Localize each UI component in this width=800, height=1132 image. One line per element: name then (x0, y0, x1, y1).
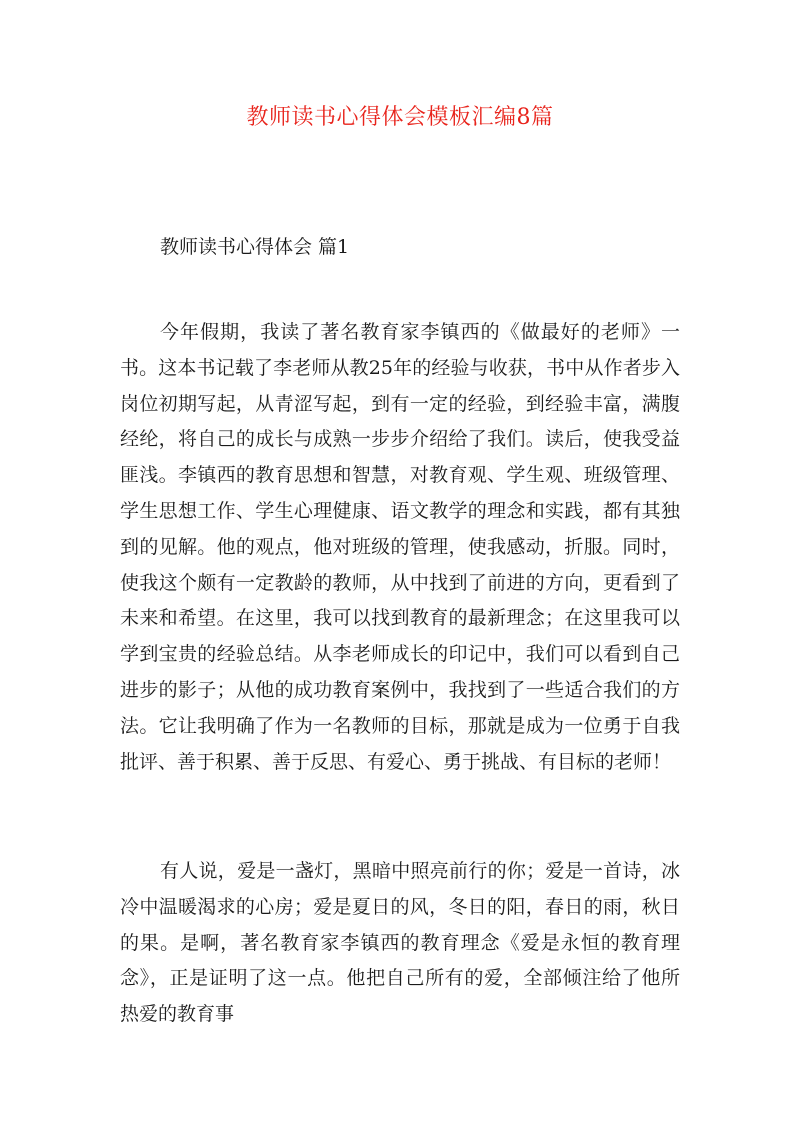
section-heading: 教师读书心得体会 篇1 (160, 236, 350, 258)
document-title: 教师读书心得体会模板汇编8篇 (246, 105, 554, 130)
body-paragraph: 今年假期，我读了著名教育家李镇西的《做最好的老师》一书。这本书记载了李老师从教25年的经验与收获，书中从作者步入岗位初期写起，从青涩写起，到有一定的经验，到经验丰富，满腹经纶，将自己的成长与成熟一步步介绍给了我们。读后，使我受益匪浅。李镇西的教育思想和智慧，对教育观、学生观、班级管理、学生思想工作、学生心理健康、语文教学的理念和实践，都有其独到的见解。他的观点，他对班级的管理，使我感动，折服。同时，使我这个颇有一定教龄的教师，从中找到了前进的方向，更看到了未来和希望。在这里，我可以找到教育的最新理念；在这里我可以学到宝贵的经验总结。从李老师成长的印记中，我们可以看到自己进步的影子；从他的成功教育案例中，我找到了一些适合我们的方法。它让我明确了作为一名教师的目标，那就是成为一位勇于自我批评、善于积累、善于反思、有爱心、勇于挑战、有目标的老师！ (120, 321, 680, 773)
body-paragraph: 有人说，爱是一盏灯，黑暗中照亮前行的你；爱是一首诗，冰冷中温暖渴求的心房；爱是夏日的风，冬日的阳，春日的雨，秋日的果。是啊，著名教育家李镇西的教育理念《爱是永恒的教育理念》，正是证明了这一点。他把自己所有的爱，全部倾注给了他所热爱的教育事 (120, 860, 680, 1026)
